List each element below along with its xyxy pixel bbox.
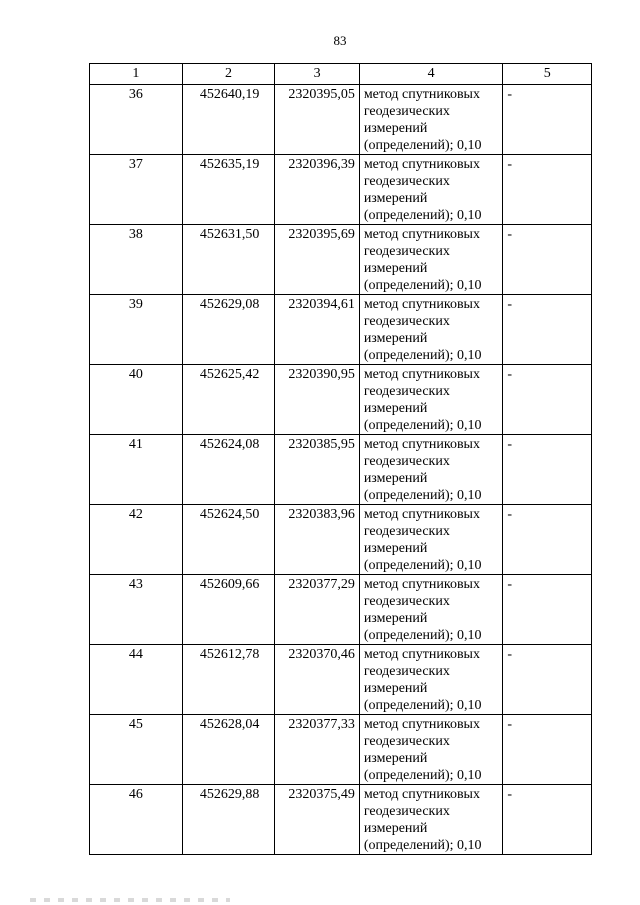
method-line: (определений); 0,10 [363, 768, 482, 783]
y-coordinate-cell: 2320394,61 [275, 295, 360, 365]
method-line: (определений); 0,10 [363, 278, 482, 293]
table-row [90, 575, 592, 645]
method-line: геодезических [363, 664, 450, 679]
table-row [90, 365, 592, 435]
y-coordinate-cell: 2320370,46 [275, 645, 360, 715]
method-line: измерений [363, 331, 428, 346]
x-coordinate-cell: 452625,42 [182, 365, 275, 435]
note-cell: - [503, 365, 592, 435]
method-line: (определений); 0,10 [363, 418, 482, 433]
y-coordinate-cell: 2320390,95 [275, 365, 360, 435]
method-cell [359, 575, 503, 645]
page-number: 83 [333, 33, 347, 48]
method-line: метод спутниковых [363, 437, 480, 452]
method-line: метод спутниковых [363, 507, 480, 522]
point-number-cell: 39 [90, 295, 183, 365]
note-cell: - [503, 785, 592, 855]
point-number-cell: 46 [90, 785, 183, 855]
point-number-cell: 42 [90, 505, 183, 575]
note-cell: - [503, 505, 592, 575]
method-line: (определений); 0,10 [363, 488, 482, 503]
table-row [90, 155, 592, 225]
method-line: геодезических [363, 244, 450, 259]
method-line: метод спутниковых [363, 87, 480, 102]
method-line: измерений [363, 401, 428, 416]
scan-artifact-marks [30, 898, 230, 902]
column-header-3: 3 [275, 64, 360, 85]
table-row [90, 435, 592, 505]
point-number-cell: 45 [90, 715, 183, 785]
method-cell [359, 295, 503, 365]
method-line: измерений [363, 471, 428, 486]
method-line: геодезических [363, 454, 450, 469]
note-cell: - [503, 155, 592, 225]
method-line: метод спутниковых [363, 787, 480, 802]
x-coordinate-cell: 452640,19 [182, 85, 275, 155]
point-number-cell: 43 [90, 575, 183, 645]
method-cell [359, 85, 503, 155]
method-cell [359, 225, 503, 295]
method-line: (определений); 0,10 [363, 628, 482, 643]
method-cell [359, 435, 503, 505]
table-row [90, 85, 592, 155]
method-line: измерений [363, 751, 428, 766]
method-line: измерений [363, 821, 428, 836]
x-coordinate-cell: 452609,66 [182, 575, 275, 645]
note-cell: - [503, 225, 592, 295]
method-line: геодезических [363, 104, 450, 119]
method-line: (определений); 0,10 [363, 138, 482, 153]
method-line: измерений [363, 541, 428, 556]
method-line: геодезических [363, 314, 450, 329]
note-cell: - [503, 645, 592, 715]
method-cell [359, 155, 503, 225]
method-line: измерений [363, 261, 428, 276]
method-cell [359, 365, 503, 435]
y-coordinate-cell: 2320395,69 [275, 225, 360, 295]
table-row [90, 505, 592, 575]
x-coordinate-cell: 452635,19 [182, 155, 275, 225]
method-line: измерений [363, 121, 428, 136]
method-cell [359, 785, 503, 855]
method-line: (определений); 0,10 [363, 698, 482, 713]
method-line: (определений); 0,10 [363, 838, 482, 853]
table-row [90, 715, 592, 785]
method-cell [359, 505, 503, 575]
y-coordinate-cell: 2320375,49 [275, 785, 360, 855]
x-coordinate-cell: 452629,88 [182, 785, 275, 855]
x-coordinate-cell: 452612,78 [182, 645, 275, 715]
x-coordinate-cell: 452629,08 [182, 295, 275, 365]
method-line: геодезических [363, 384, 450, 399]
column-header-2: 2 [182, 64, 275, 85]
method-line: метод спутниковых [363, 367, 480, 382]
method-line: (определений); 0,10 [363, 208, 482, 223]
note-cell: - [503, 715, 592, 785]
column-header-4: 4 [359, 64, 503, 85]
method-line: метод спутниковых [363, 227, 480, 242]
method-line: метод спутниковых [363, 577, 480, 592]
note-cell: - [503, 295, 592, 365]
point-number-cell: 40 [90, 365, 183, 435]
table-header-row [90, 64, 592, 85]
point-number-cell: 36 [90, 85, 183, 155]
method-line: измерений [363, 611, 428, 626]
method-line: геодезических [363, 804, 450, 819]
method-line: геодезических [363, 174, 450, 189]
method-line: метод спутниковых [363, 647, 480, 662]
y-coordinate-cell: 2320383,96 [275, 505, 360, 575]
table-row [90, 785, 592, 855]
method-line: измерений [363, 191, 428, 206]
note-cell: - [503, 85, 592, 155]
method-line: (определений); 0,10 [363, 348, 482, 363]
x-coordinate-cell: 452624,50 [182, 505, 275, 575]
method-cell [359, 715, 503, 785]
method-line: метод спутниковых [363, 717, 480, 732]
note-cell: - [503, 435, 592, 505]
point-number-cell: 37 [90, 155, 183, 225]
method-line: геодезических [363, 734, 450, 749]
table-body [90, 85, 592, 855]
method-line: (определений); 0,10 [363, 558, 482, 573]
column-header-1: 1 [90, 64, 183, 85]
method-line: геодезических [363, 524, 450, 539]
x-coordinate-cell: 452628,04 [182, 715, 275, 785]
note-cell: - [503, 575, 592, 645]
y-coordinate-cell: 2320377,33 [275, 715, 360, 785]
point-number-cell: 41 [90, 435, 183, 505]
table-row [90, 225, 592, 295]
x-coordinate-cell: 452624,08 [182, 435, 275, 505]
y-coordinate-cell: 2320395,05 [275, 85, 360, 155]
method-line: метод спутниковых [363, 297, 480, 312]
point-number-cell: 38 [90, 225, 183, 295]
coordinates-table [89, 63, 592, 855]
method-line: измерений [363, 681, 428, 696]
method-line: метод спутниковых [363, 157, 480, 172]
y-coordinate-cell: 2320377,29 [275, 575, 360, 645]
table-row [90, 295, 592, 365]
y-coordinate-cell: 2320385,95 [275, 435, 360, 505]
point-number-cell: 44 [90, 645, 183, 715]
y-coordinate-cell: 2320396,39 [275, 155, 360, 225]
method-cell [359, 645, 503, 715]
table-row [90, 645, 592, 715]
x-coordinate-cell: 452631,50 [182, 225, 275, 295]
method-line: геодезических [363, 594, 450, 609]
column-header-5: 5 [503, 64, 592, 85]
